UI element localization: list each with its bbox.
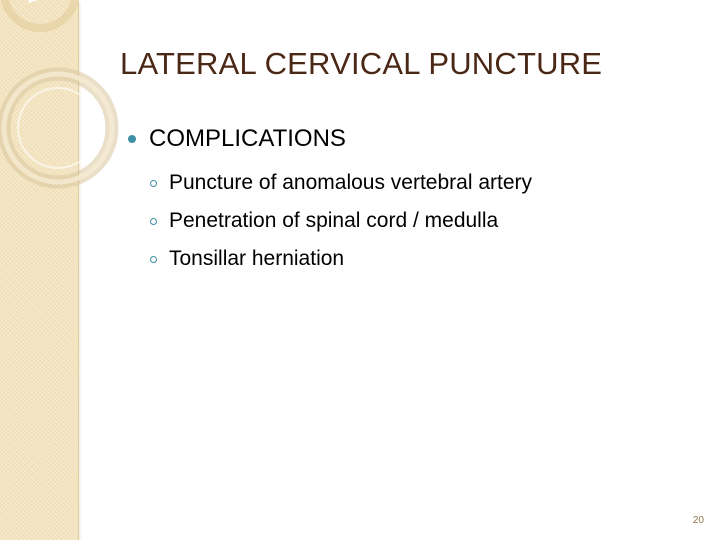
slide-content	[128, 122, 688, 278]
bullet-label: COMPLICATIONS	[149, 125, 346, 152]
hollow-bullet-icon	[150, 180, 157, 187]
list-item-text: Penetration of spinal cord / medulla	[169, 209, 499, 232]
slide-title: LATERAL CERVICAL PUNCTURE	[120, 46, 603, 81]
filled-bullet-icon	[128, 135, 136, 143]
bullet-complications	[128, 122, 688, 156]
slide-number: 20	[692, 515, 704, 526]
list-item	[150, 164, 688, 202]
list-item	[150, 240, 688, 278]
hollow-bullet-icon	[150, 218, 157, 225]
complications-list	[128, 164, 688, 278]
hollow-bullet-icon	[150, 256, 157, 263]
list-item-text: Tonsillar herniation	[169, 247, 345, 270]
band-edge-shadow	[78, 0, 82, 540]
left-decorative-band	[0, 0, 79, 540]
list-item	[150, 202, 688, 240]
list-item-text: Puncture of anomalous vertebral artery	[169, 171, 533, 194]
